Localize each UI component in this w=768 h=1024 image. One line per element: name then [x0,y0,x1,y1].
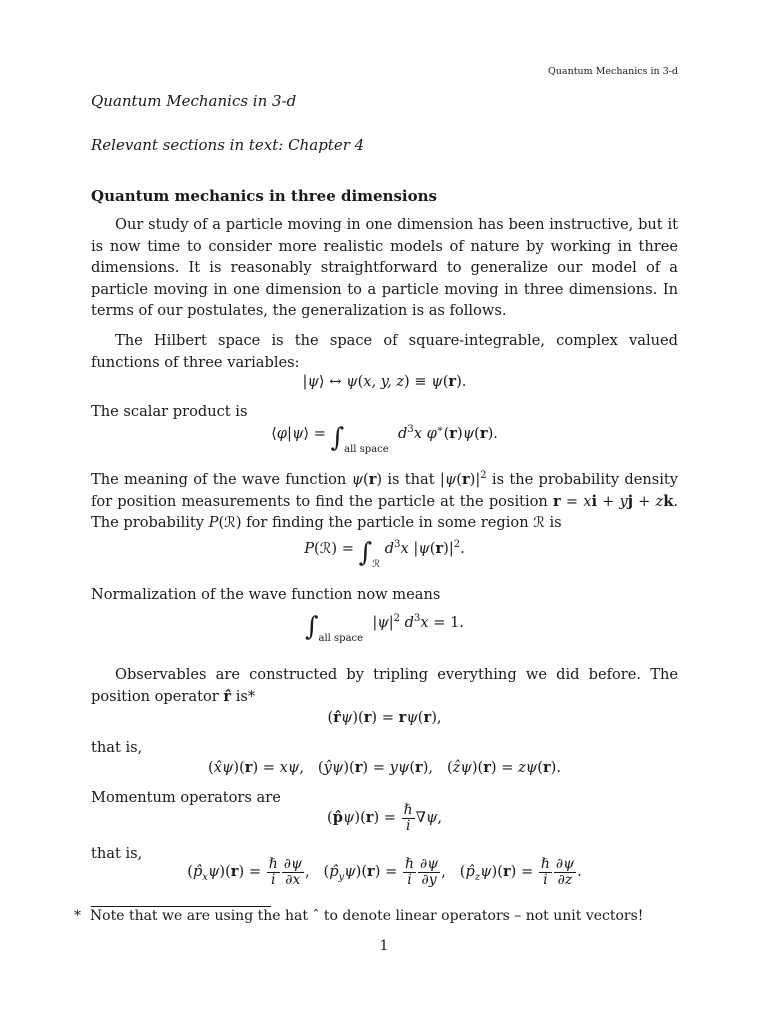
integral-domain-label-2: all space [318,633,364,644]
footnote-mark: * [74,908,81,924]
equation-position-operator: (r̂ψ)(r) = rψ(r), [327,709,442,726]
footnote-rule [91,906,271,907]
footnote [74,908,643,924]
momentum-intro: Momentum operators are [91,789,281,806]
page-number: 1 [379,938,389,954]
section-title: Quantum mechanics in three dimensions [91,187,437,205]
equation-momentum-operator: (p̂ψ)(r) = $\frac{\text{ℏ}}{i}$ ∇ψ, [327,802,442,834]
equation-state-wavefunction: |ψ⟩ ↔ ψ(x, y, z) ≡ ψ(r). [302,373,467,390]
equation-normalization: $\int_{all space}$ $|\psi|^2$ $d^3x = 1$. [304,612,465,644]
paragraph-intro: Our study of a particle moving in one dimension has been instructive, but it is now time to consider more realistic models of nature by working in three dimensions. It is reasonably straightforward to generalize our model of a particle moving in one dimension to a particle moving in three dimensions. In terms of our postulates, the generalization is as follows. [91,216,678,320]
that-is-2: that is, [91,845,143,862]
equation-scalar-product: ⟨φ|ψ⟩ = $\int_{all space}$ $d^3x$ φ∗(r)ψ(r). [271,423,498,455]
equation-probability-region: P(ℛ) = $\int_ℛ$ $d^3x$ $|\psi(r)|^2$. [304,538,465,570]
document-title: Quantum Mechanics in 3-d [91,92,297,110]
paragraph-observables: Observables are constructed by tripling everything we did before. The position operator r̂ is* [91,666,678,705]
relevant-sections: Relevant sections in text: Chapter 4 [91,136,365,154]
paragraph-wavefunction-meaning: The meaning of the wave function ψ(r) is that $|\psi(r)|^2$ is the probability density for position measurements to find the particle at the position r = xi + yj + zk. The probability P(ℛ) for finding the particle in some region ℛ is [91,470,679,532]
integral-domain-label: all space [344,444,389,455]
that-is-1: that is, [91,739,143,756]
scalar-product-intro: The scalar product is [91,403,248,420]
footnote-text: Note that we are using the hat ˆ to denote linear operators – not unit vectors! [89,908,644,924]
equation-position-components: (x̂ψ)(r) = xψ, (ŷψ)(r) = yψ(r), (ẑψ)(r) = zψ(r). [207,759,561,776]
equation-momentum-components: $(p̂_x\psi)(r)$ = $\frac{\text{ℏ}}{i}$ $\frac{\partial\psi}{\partial x}$ , $(p̂_y\psi)(r)$ = $\frac{\text{ℏ}}{i}$ $\frac{\partial\psi}{\partial y}$ , $(p̂_z\psi)(r)$ = $\frac{\text{ℏ}}{i}$ $\frac{\partial\psi}{\partial z}$ . [187,856,582,888]
paragraph-hilbert-space: The Hilbert space is the space of square-integrable, complex valued functions of three variables: [91,332,678,371]
running-head: Quantum Mechanics in 3-d [548,66,678,77]
normalization-intro: Normalization of the wave function now means [91,586,441,603]
